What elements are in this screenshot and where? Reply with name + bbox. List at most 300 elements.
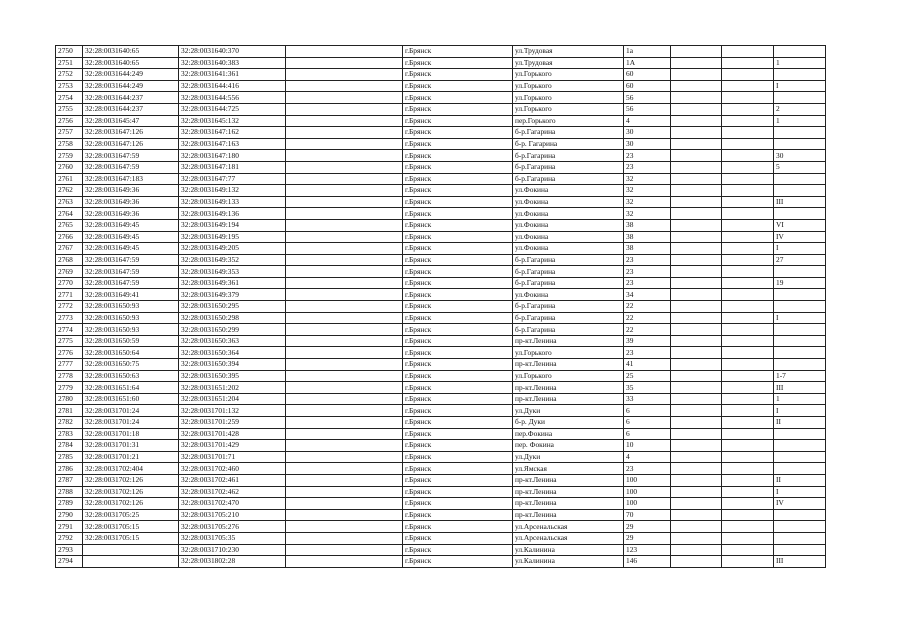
parent-cadastral-number-cell: 32:28:0031650:93	[83, 312, 179, 324]
street-cell: ул.Калинина	[513, 544, 624, 556]
street-cell: ул.Горького	[513, 69, 624, 81]
city-cell: г.Брянск	[403, 393, 513, 405]
blank-cell-cell	[286, 80, 403, 92]
blank-cell-cell	[286, 243, 403, 255]
table-row	[56, 103, 826, 115]
premise-number-cell	[774, 335, 826, 347]
house-number-cell: 38	[624, 219, 671, 231]
table-row	[56, 115, 826, 127]
street-cell: б-р.Гагарина	[513, 277, 624, 289]
blank-cell-cell	[286, 150, 403, 162]
blank-cell-cell	[671, 92, 722, 104]
cadastral-number-cell: 32:28:0031650:298	[179, 312, 286, 324]
blank-cell-cell	[722, 103, 774, 115]
cadastral-number-cell: 32:28:0031701:429	[179, 440, 286, 452]
blank-cell-cell	[286, 196, 403, 208]
row-number-cell: 2769	[56, 266, 83, 278]
blank-cell-cell	[671, 231, 722, 243]
parent-cadastral-number-cell: 32:28:0031705:25	[83, 509, 179, 521]
blank-cell-cell	[671, 393, 722, 405]
city-cell: г.Брянск	[403, 231, 513, 243]
blank-cell-cell	[722, 161, 774, 173]
row-number-cell: 2788	[56, 486, 83, 498]
blank-cell-cell	[722, 138, 774, 150]
city-cell: г.Брянск	[403, 324, 513, 336]
table-row	[56, 138, 826, 150]
blank-cell-cell	[286, 347, 403, 359]
house-number-cell: 60	[624, 80, 671, 92]
cadastral-number-cell: 32:28:0031650:295	[179, 301, 286, 313]
premise-number-cell: I	[774, 243, 826, 255]
table-row	[56, 312, 826, 324]
street-cell: ул.Арсенальская	[513, 521, 624, 533]
city-cell: г.Брянск	[403, 544, 513, 556]
parent-cadastral-number-cell: 32:28:0031651:64	[83, 382, 179, 394]
blank-cell-cell	[671, 173, 722, 185]
blank-cell-cell	[722, 417, 774, 429]
blank-cell-cell	[722, 289, 774, 301]
blank-cell-cell	[722, 556, 774, 568]
city-cell: г.Брянск	[403, 335, 513, 347]
street-cell: б-р.Гагарина	[513, 127, 624, 139]
table-row	[56, 335, 826, 347]
blank-cell-cell	[286, 127, 403, 139]
premise-number-cell	[774, 173, 826, 185]
row-number-cell: 2765	[56, 219, 83, 231]
premise-number-cell	[774, 324, 826, 336]
cadastral-number-cell: 32:28:0031705:210	[179, 509, 286, 521]
cadastral-number-cell: 32:28:0031702:462	[179, 486, 286, 498]
parent-cadastral-number-cell: 32:28:0031701:24	[83, 417, 179, 429]
parent-cadastral-number-cell: 32:28:0031702:404	[83, 463, 179, 475]
parent-cadastral-number-cell: 32:28:0031702:126	[83, 474, 179, 486]
blank-cell-cell	[671, 544, 722, 556]
premise-number-cell: II	[774, 417, 826, 429]
premise-number-cell	[774, 208, 826, 220]
blank-cell-cell	[671, 347, 722, 359]
blank-cell-cell	[671, 219, 722, 231]
parent-cadastral-number-cell: 32:28:0031701:18	[83, 428, 179, 440]
blank-cell-cell	[671, 521, 722, 533]
row-number-cell: 2774	[56, 324, 83, 336]
house-number-cell: 10	[624, 440, 671, 452]
blank-cell-cell	[722, 196, 774, 208]
row-number-cell: 2757	[56, 127, 83, 139]
cadastral-number-cell: 32:28:0031644:725	[179, 103, 286, 115]
house-number-cell: 35	[624, 382, 671, 394]
parent-cadastral-number-cell: 32:28:0031640:65	[83, 46, 179, 58]
blank-cell-cell	[286, 208, 403, 220]
table-row	[56, 231, 826, 243]
house-number-cell: 6	[624, 428, 671, 440]
blank-cell-cell	[286, 498, 403, 510]
city-cell: г.Брянск	[403, 474, 513, 486]
blank-cell-cell	[671, 382, 722, 394]
row-number-cell: 2768	[56, 254, 83, 266]
city-cell: г.Брянск	[403, 80, 513, 92]
parent-cadastral-number-cell: 32:28:0031644:237	[83, 92, 179, 104]
cadastral-number-cell: 32:28:0031650:299	[179, 324, 286, 336]
parent-cadastral-number-cell: 32:28:0031649:36	[83, 196, 179, 208]
table-row	[56, 208, 826, 220]
blank-cell-cell	[671, 405, 722, 417]
city-cell: г.Брянск	[403, 428, 513, 440]
table-row	[56, 243, 826, 255]
cadastral-number-cell: 32:28:0031702:461	[179, 474, 286, 486]
blank-cell-cell	[671, 80, 722, 92]
parent-cadastral-number-cell: 32:28:0031644:237	[83, 103, 179, 115]
blank-cell-cell	[286, 428, 403, 440]
blank-cell-cell	[286, 277, 403, 289]
city-cell: г.Брянск	[403, 103, 513, 115]
blank-cell-cell	[671, 289, 722, 301]
parent-cadastral-number-cell: 32:28:0031645:47	[83, 115, 179, 127]
premise-number-cell	[774, 92, 826, 104]
cadastral-number-cell: 32:28:0031701:71	[179, 451, 286, 463]
blank-cell-cell	[671, 312, 722, 324]
table-row	[56, 509, 826, 521]
city-cell: г.Брянск	[403, 173, 513, 185]
cadastral-number-cell: 32:28:0031705:276	[179, 521, 286, 533]
parent-cadastral-number-cell: 32:28:0031651:60	[83, 393, 179, 405]
cadastral-number-cell: 32:28:0031649:136	[179, 208, 286, 220]
row-number-cell: 2760	[56, 161, 83, 173]
blank-cell-cell	[671, 266, 722, 278]
blank-cell-cell	[671, 417, 722, 429]
premise-number-cell	[774, 127, 826, 139]
row-number-cell: 2780	[56, 393, 83, 405]
blank-cell-cell	[671, 115, 722, 127]
cadastral-number-cell: 32:28:0031649:361	[179, 277, 286, 289]
premise-number-cell: 1-7	[774, 370, 826, 382]
table-row	[56, 92, 826, 104]
row-number-cell: 2756	[56, 115, 83, 127]
cadastral-number-cell: 32:28:0031650:394	[179, 359, 286, 371]
house-number-cell: 1А	[624, 57, 671, 69]
blank-cell-cell	[722, 173, 774, 185]
table-row	[56, 254, 826, 266]
city-cell: г.Брянск	[403, 69, 513, 81]
table-row	[56, 405, 826, 417]
parent-cadastral-number-cell: 32:28:0031701:21	[83, 451, 179, 463]
blank-cell-cell	[722, 115, 774, 127]
premise-number-cell: I	[774, 312, 826, 324]
row-number-cell: 2766	[56, 231, 83, 243]
city-cell: г.Брянск	[403, 289, 513, 301]
city-cell: г.Брянск	[403, 521, 513, 533]
premise-number-cell	[774, 185, 826, 197]
table-row	[56, 196, 826, 208]
blank-cell-cell	[671, 208, 722, 220]
row-number-cell: 2762	[56, 185, 83, 197]
blank-cell-cell	[671, 509, 722, 521]
parent-cadastral-number-cell: 32:28:0031701:24	[83, 405, 179, 417]
house-number-cell: 60	[624, 69, 671, 81]
city-cell: г.Брянск	[403, 127, 513, 139]
table-row	[56, 463, 826, 475]
blank-cell-cell	[722, 219, 774, 231]
parent-cadastral-number-cell: 32:28:0031650:93	[83, 324, 179, 336]
street-cell: б-р.Гагарина	[513, 266, 624, 278]
parent-cadastral-number-cell: 32:28:0031644:249	[83, 69, 179, 81]
street-cell: пер. Фокина	[513, 440, 624, 452]
cadastral-table	[55, 45, 826, 568]
parent-cadastral-number-cell: 32:28:0031649:41	[83, 289, 179, 301]
house-number-cell: 32	[624, 208, 671, 220]
row-number-cell: 2793	[56, 544, 83, 556]
street-cell: пр-кт.Ленина	[513, 509, 624, 521]
house-number-cell: 29	[624, 532, 671, 544]
parent-cadastral-number-cell: 32:28:0031647:183	[83, 173, 179, 185]
blank-cell-cell	[286, 335, 403, 347]
city-cell: г.Брянск	[403, 46, 513, 58]
blank-cell-cell	[722, 335, 774, 347]
row-number-cell: 2787	[56, 474, 83, 486]
cadastral-number-cell: 32:28:0031645:132	[179, 115, 286, 127]
table-row	[56, 440, 826, 452]
parent-cadastral-number-cell: 32:28:0031647:126	[83, 138, 179, 150]
house-number-cell: 4	[624, 115, 671, 127]
row-number-cell: 2781	[56, 405, 83, 417]
blank-cell-cell	[722, 312, 774, 324]
blank-cell-cell	[671, 185, 722, 197]
table-row	[56, 428, 826, 440]
house-number-cell: 100	[624, 498, 671, 510]
city-cell: г.Брянск	[403, 509, 513, 521]
city-cell: г.Брянск	[403, 370, 513, 382]
city-cell: г.Брянск	[403, 556, 513, 568]
blank-cell-cell	[722, 532, 774, 544]
table-row	[56, 69, 826, 81]
blank-cell-cell	[722, 243, 774, 255]
city-cell: г.Брянск	[403, 254, 513, 266]
table-row	[56, 359, 826, 371]
blank-cell-cell	[671, 451, 722, 463]
blank-cell-cell	[671, 359, 722, 371]
blank-cell-cell	[671, 556, 722, 568]
blank-cell-cell	[286, 556, 403, 568]
blank-cell-cell	[722, 544, 774, 556]
premise-number-cell	[774, 289, 826, 301]
street-cell: ул.Дуки	[513, 405, 624, 417]
blank-cell-cell	[722, 208, 774, 220]
blank-cell-cell	[286, 115, 403, 127]
blank-cell-cell	[671, 474, 722, 486]
table-row	[56, 498, 826, 510]
blank-cell-cell	[286, 138, 403, 150]
blank-cell-cell	[722, 463, 774, 475]
blank-cell-cell	[722, 266, 774, 278]
row-number-cell: 2778	[56, 370, 83, 382]
premise-number-cell: 1	[774, 115, 826, 127]
street-cell: ул.Дуки	[513, 451, 624, 463]
blank-cell-cell	[722, 324, 774, 336]
blank-cell-cell	[286, 69, 403, 81]
table-row	[56, 57, 826, 69]
cadastral-number-cell: 32:28:0031649:132	[179, 185, 286, 197]
city-cell: г.Брянск	[403, 208, 513, 220]
cadastral-number-cell: 32:28:0031710:230	[179, 544, 286, 556]
premise-number-cell: VI	[774, 219, 826, 231]
blank-cell-cell	[286, 254, 403, 266]
row-number-cell: 2764	[56, 208, 83, 220]
cadastral-number-cell: 32:28:0031701:428	[179, 428, 286, 440]
row-number-cell: 2779	[56, 382, 83, 394]
city-cell: г.Брянск	[403, 301, 513, 313]
row-number-cell: 2790	[56, 509, 83, 521]
street-cell: б-р.Гагарина	[513, 324, 624, 336]
blank-cell-cell	[286, 161, 403, 173]
city-cell: г.Брянск	[403, 347, 513, 359]
row-number-cell: 2754	[56, 92, 83, 104]
row-number-cell: 2776	[56, 347, 83, 359]
street-cell: б-р.Гагарина	[513, 312, 624, 324]
street-cell: ул.Фокина	[513, 231, 624, 243]
blank-cell-cell	[722, 393, 774, 405]
city-cell: г.Брянск	[403, 138, 513, 150]
parent-cadastral-number-cell: 32:28:0031705:15	[83, 521, 179, 533]
blank-cell-cell	[671, 254, 722, 266]
city-cell: г.Брянск	[403, 196, 513, 208]
row-number-cell: 2792	[56, 532, 83, 544]
parent-cadastral-number-cell: 32:28:0031647:59	[83, 150, 179, 162]
table-row	[56, 185, 826, 197]
house-number-cell: 23	[624, 347, 671, 359]
blank-cell-cell	[671, 277, 722, 289]
premise-number-cell: III	[774, 382, 826, 394]
row-number-cell: 2755	[56, 103, 83, 115]
blank-cell-cell	[722, 57, 774, 69]
premise-number-cell	[774, 440, 826, 452]
table-row	[56, 289, 826, 301]
parent-cadastral-number-cell	[83, 556, 179, 568]
premise-number-cell	[774, 301, 826, 313]
street-cell: б-р.Гагарина	[513, 150, 624, 162]
blank-cell-cell	[286, 185, 403, 197]
street-cell: пр-кт.Ленина	[513, 359, 624, 371]
blank-cell-cell	[286, 324, 403, 336]
blank-cell-cell	[286, 440, 403, 452]
parent-cadastral-number-cell: 32:28:0031701:31	[83, 440, 179, 452]
blank-cell-cell	[722, 277, 774, 289]
street-cell: ул.Горького	[513, 80, 624, 92]
table-body	[56, 46, 826, 568]
house-number-cell: 23	[624, 266, 671, 278]
cadastral-number-cell: 32:28:0031649:353	[179, 266, 286, 278]
table-row	[56, 173, 826, 185]
cadastral-number-cell: 32:28:0031802:28	[179, 556, 286, 568]
blank-cell-cell	[286, 103, 403, 115]
house-number-cell: 30	[624, 127, 671, 139]
house-number-cell: 6	[624, 417, 671, 429]
cadastral-number-cell: 32:28:0031701:132	[179, 405, 286, 417]
premise-number-cell: 1	[774, 57, 826, 69]
blank-cell-cell	[671, 138, 722, 150]
house-number-cell: 23	[624, 254, 671, 266]
house-number-cell: 1а	[624, 46, 671, 58]
house-number-cell: 25	[624, 370, 671, 382]
row-number-cell: 2786	[56, 463, 83, 475]
city-cell: г.Брянск	[403, 532, 513, 544]
blank-cell-cell	[286, 92, 403, 104]
row-number-cell: 2763	[56, 196, 83, 208]
premise-number-cell	[774, 463, 826, 475]
city-cell: г.Брянск	[403, 382, 513, 394]
row-number-cell: 2773	[56, 312, 83, 324]
city-cell: г.Брянск	[403, 92, 513, 104]
house-number-cell: 22	[624, 301, 671, 313]
blank-cell-cell	[286, 57, 403, 69]
parent-cadastral-number-cell: 32:28:0031644:249	[83, 80, 179, 92]
premise-number-cell: 5	[774, 161, 826, 173]
premise-number-cell	[774, 509, 826, 521]
city-cell: г.Брянск	[403, 115, 513, 127]
blank-cell-cell	[722, 370, 774, 382]
blank-cell-cell	[722, 405, 774, 417]
blank-cell-cell	[671, 335, 722, 347]
street-cell: ул.Фокина	[513, 243, 624, 255]
blank-cell-cell	[286, 359, 403, 371]
blank-cell-cell	[286, 393, 403, 405]
cadastral-number-cell: 32:28:0031640:383	[179, 57, 286, 69]
table-row	[56, 277, 826, 289]
street-cell: пер.Горького	[513, 115, 624, 127]
city-cell: г.Брянск	[403, 405, 513, 417]
street-cell: ул.Горького	[513, 347, 624, 359]
blank-cell-cell	[722, 46, 774, 58]
table-row	[56, 46, 826, 58]
street-cell: пер.Фокина	[513, 428, 624, 440]
house-number-cell: 39	[624, 335, 671, 347]
blank-cell-cell	[286, 173, 403, 185]
parent-cadastral-number-cell: 32:28:0031650:75	[83, 359, 179, 371]
street-cell: б-р. Гагарина	[513, 138, 624, 150]
row-number-cell: 2782	[56, 417, 83, 429]
blank-cell-cell	[722, 92, 774, 104]
row-number-cell: 2791	[56, 521, 83, 533]
blank-cell-cell	[671, 127, 722, 139]
blank-cell-cell	[286, 486, 403, 498]
blank-cell-cell	[286, 509, 403, 521]
blank-cell-cell	[722, 474, 774, 486]
house-number-cell: 38	[624, 243, 671, 255]
city-cell: г.Брянск	[403, 219, 513, 231]
blank-cell-cell	[722, 254, 774, 266]
cadastral-number-cell: 32:28:0031650:363	[179, 335, 286, 347]
table-row	[56, 370, 826, 382]
cadastral-number-cell: 32:28:0031649:352	[179, 254, 286, 266]
street-cell: б-р.Гагарина	[513, 301, 624, 313]
city-cell: г.Брянск	[403, 277, 513, 289]
premise-number-cell	[774, 544, 826, 556]
blank-cell-cell	[671, 57, 722, 69]
parent-cadastral-number-cell: 32:28:0031647:59	[83, 161, 179, 173]
cadastral-number-cell: 32:28:0031651:204	[179, 393, 286, 405]
parent-cadastral-number-cell: 32:28:0031649:45	[83, 243, 179, 255]
house-number-cell: 70	[624, 509, 671, 521]
street-cell: б-р.Гагарина	[513, 173, 624, 185]
city-cell: г.Брянск	[403, 185, 513, 197]
row-number-cell: 2772	[56, 301, 83, 313]
table-row	[56, 451, 826, 463]
cadastral-number-cell: 32:28:0031705:35	[179, 532, 286, 544]
table-row	[56, 266, 826, 278]
street-cell: пр-кт.Ленина	[513, 474, 624, 486]
blank-cell-cell	[671, 486, 722, 498]
premise-number-cell: IV	[774, 498, 826, 510]
cadastral-number-cell: 32:28:0031650:395	[179, 370, 286, 382]
row-number-cell: 2751	[56, 57, 83, 69]
